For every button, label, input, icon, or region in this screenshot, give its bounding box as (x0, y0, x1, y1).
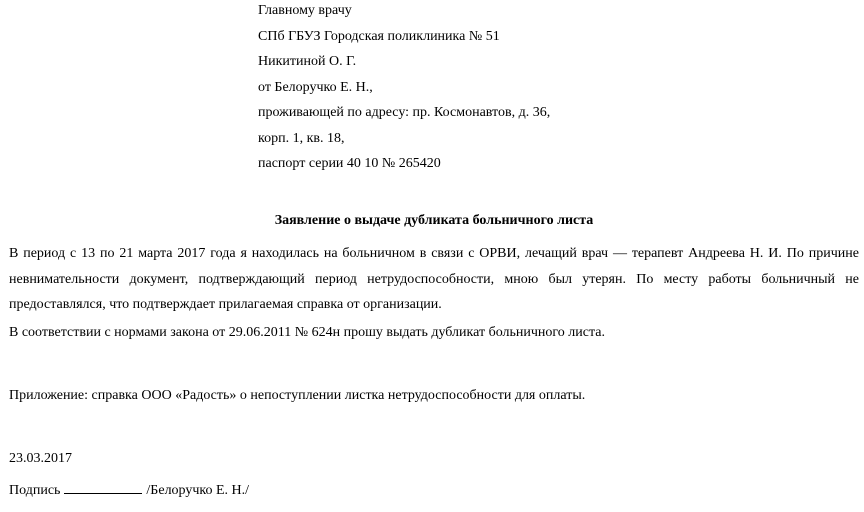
body-paragraph-request: В соответствии с нормами закона от 29.06.2011 № 624н прошу выдать дубликат больничного листа. (9, 325, 606, 340)
addressee-sender-address: проживающей по адресу: пр. Космонавтов, д. 36, (258, 105, 551, 120)
signature-name: /Белоручко Е. Н./ (146, 483, 250, 498)
signature-label: Подпись (9, 483, 61, 498)
body-paragraph-circumstances: В период с 13 по 21 марта 2017 года я находилась на больничном в связи с ОРВИ, лечащий врач — терапевт Андреева Н. И. По причине невнимательности документ, подтверждающий период нетрудоспособности, мною был утерян. По месту работы больничный не предоставлялся, что подтверждает прилагаемая справка от организации. (9, 246, 859, 312)
document-date: 23.03.2017 (9, 451, 72, 466)
addressee-sender-name: от Белоручко Е. Н., (258, 79, 373, 95)
addressee-sender-address-cont: корп. 1, кв. 18, (258, 130, 345, 146)
signature-blank (64, 480, 142, 494)
addressee-recipient-title: Главному врачу (258, 3, 352, 18)
addressee-passport: паспорт серии 40 10 № 265420 (258, 156, 441, 171)
addressee-block (258, 0, 858, 179)
addressee-recipient-name: Никитиной О. Г. (258, 54, 357, 69)
document-title: Заявление о выдаче дубликата больничного листа (274, 213, 594, 228)
signature-line (9, 478, 249, 504)
attachment-line: Приложение: справка ООО «Радость» о непоступлении листка нетрудоспособности для оплаты. (9, 388, 586, 403)
addressee-organization: СПб ГБУЗ Городская поликлиника № 51 (258, 28, 500, 44)
